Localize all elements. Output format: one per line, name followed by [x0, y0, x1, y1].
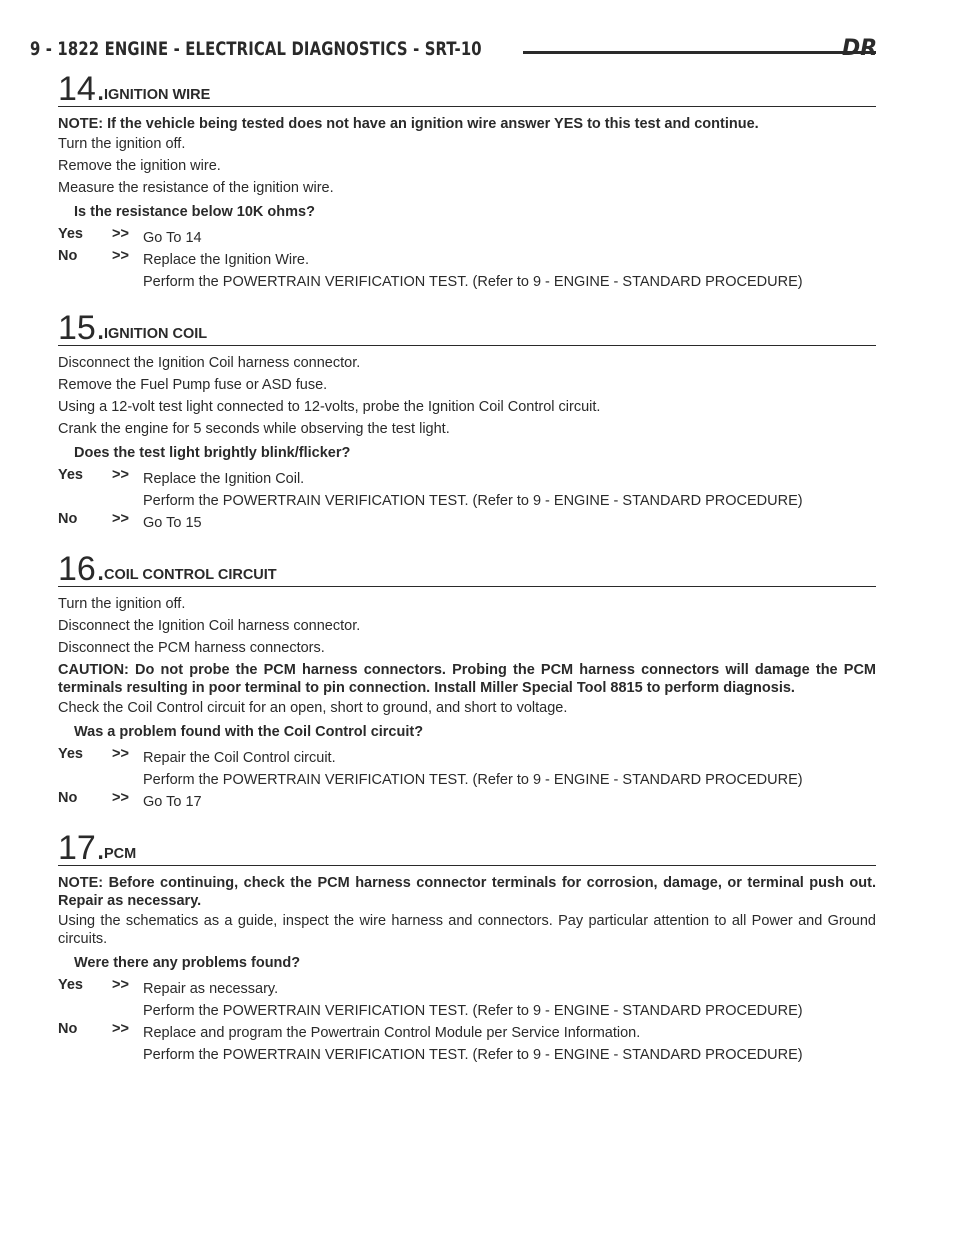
- answer-yes: [58, 226, 876, 247]
- step-title: IGNITION WIRE: [104, 87, 211, 103]
- answer-yes: [58, 746, 876, 789]
- step-title: IGNITION COIL: [104, 326, 208, 342]
- header-rule: [523, 51, 876, 54]
- step-number: 17.: [58, 829, 106, 867]
- answer-no: [58, 248, 876, 291]
- instruction-line: Turn the ignition off.: [58, 136, 186, 152]
- step-heading: [58, 829, 876, 867]
- step-heading: [58, 70, 876, 108]
- instruction-line: Turn the ignition off.: [58, 596, 186, 612]
- answer-text: Repair the Coil Control circuit.: [143, 750, 336, 766]
- instruction-line: Disconnect the Ignition Coil harness connector.: [58, 618, 361, 634]
- answer-label-no: No: [58, 1021, 78, 1037]
- answer-text: Perform the POWERTRAIN VERIFICATION TEST. (Refer to 9 - ENGINE - STANDARD PROCEDURE): [143, 493, 803, 509]
- step-title: COIL CONTROL CIRCUIT: [104, 567, 277, 583]
- answer-label-no: No: [58, 511, 78, 527]
- answer-label-no: No: [58, 248, 78, 264]
- note-text: NOTE: Before continuing, check the PCM harness connector terminals for corrosion, damage, or terminal push out. Repair as necessary.: [58, 875, 876, 909]
- question-text: Was a problem found with the Coil Control circuit?: [74, 724, 424, 740]
- arrow-marker: >>: [112, 226, 129, 242]
- answer-text: Replace the Ignition Wire.: [143, 252, 310, 268]
- instruction-line: Remove the ignition wire.: [58, 158, 221, 174]
- answer-text: Perform the POWERTRAIN VERIFICATION TEST. (Refer to 9 - ENGINE - STANDARD PROCEDURE): [143, 274, 803, 290]
- step-number: 15.: [58, 309, 106, 347]
- answer-label-yes: Yes: [58, 226, 83, 242]
- answer-text: Repair as necessary.: [143, 981, 279, 997]
- instruction-line: Disconnect the Ignition Coil harness connector.: [58, 355, 361, 371]
- step-number: 16.: [58, 550, 106, 588]
- arrow-marker: >>: [112, 1021, 129, 1037]
- instruction-line: Crank the engine for 5 seconds while observing the test light.: [58, 421, 450, 437]
- step-title: PCM: [104, 846, 137, 862]
- arrow-marker: >>: [112, 248, 129, 264]
- answer-label-yes: Yes: [58, 977, 83, 993]
- answer-no: [58, 1021, 876, 1064]
- header-title: 9 - 1822 ENGINE - ELECTRICAL DIAGNOSTICS - SRT-10: [30, 38, 482, 60]
- answer-text: Replace and program the Powertrain Control Module per Service Information.: [143, 1025, 641, 1041]
- answer-text: Go To 17: [143, 794, 202, 810]
- step-15: [58, 309, 876, 532]
- step-heading: [58, 550, 876, 588]
- step-16: [58, 550, 876, 811]
- instruction-line: Remove the Fuel Pump fuse or ASD fuse.: [58, 377, 328, 393]
- answer-yes: [58, 467, 876, 510]
- arrow-marker: >>: [112, 790, 129, 806]
- step-17: [58, 829, 876, 1064]
- answer-no: [58, 790, 876, 811]
- answer-label-no: No: [58, 790, 78, 806]
- answer-text: Go To 15: [143, 515, 202, 531]
- answer-text: Perform the POWERTRAIN VERIFICATION TEST. (Refer to 9 - ENGINE - STANDARD PROCEDURE): [143, 1047, 803, 1063]
- header-logo: DR: [842, 36, 878, 61]
- page-header: [30, 36, 876, 68]
- instruction-line: Check the Coil Control circuit for an open, short to ground, and short to voltage.: [58, 700, 568, 716]
- instruction-line: Using the schematics as a guide, inspect the wire harness and connectors. Pay particular attention to all Power and Ground circuits.: [58, 913, 876, 947]
- arrow-marker: >>: [112, 746, 129, 762]
- answer-text: Perform the POWERTRAIN VERIFICATION TEST. (Refer to 9 - ENGINE - STANDARD PROCEDURE): [143, 1003, 803, 1019]
- document-body: [58, 70, 876, 1068]
- step-number: 14.: [58, 70, 106, 108]
- step-heading: [58, 309, 876, 347]
- step-14: [58, 70, 876, 291]
- answer-text: Perform the POWERTRAIN VERIFICATION TEST. (Refer to 9 - ENGINE - STANDARD PROCEDURE): [143, 772, 803, 788]
- answer-text: Replace the Ignition Coil.: [143, 471, 305, 487]
- question-text: Were there any problems found?: [74, 955, 301, 971]
- note-text: NOTE: If the vehicle being tested does not have an ignition wire answer YES to this test and continue.: [58, 116, 759, 132]
- answer-label-yes: Yes: [58, 467, 83, 483]
- answer-no: [58, 511, 876, 532]
- question-text: Does the test light brightly blink/flicker?: [74, 445, 351, 461]
- caution-text: CAUTION: Do not probe the PCM harness connectors. Probing the PCM harness connectors will damage the PCM terminals resulting in poor terminal to pin connection. Install Miller Special Tool 8815 to perform diagnosis.: [58, 662, 876, 696]
- question-text: Is the resistance below 10K ohms?: [74, 204, 315, 220]
- answer-label-yes: Yes: [58, 746, 83, 762]
- answer-yes: [58, 977, 876, 1020]
- answer-text: Go To 14: [143, 230, 202, 246]
- instruction-line: Using a 12-volt test light connected to 12-volts, probe the Ignition Coil Control circuit.: [58, 399, 601, 415]
- instruction-line: Disconnect the PCM harness connectors.: [58, 640, 325, 656]
- arrow-marker: >>: [112, 467, 129, 483]
- arrow-marker: >>: [112, 977, 129, 993]
- instruction-line: Measure the resistance of the ignition wire.: [58, 180, 334, 196]
- arrow-marker: >>: [112, 511, 129, 527]
